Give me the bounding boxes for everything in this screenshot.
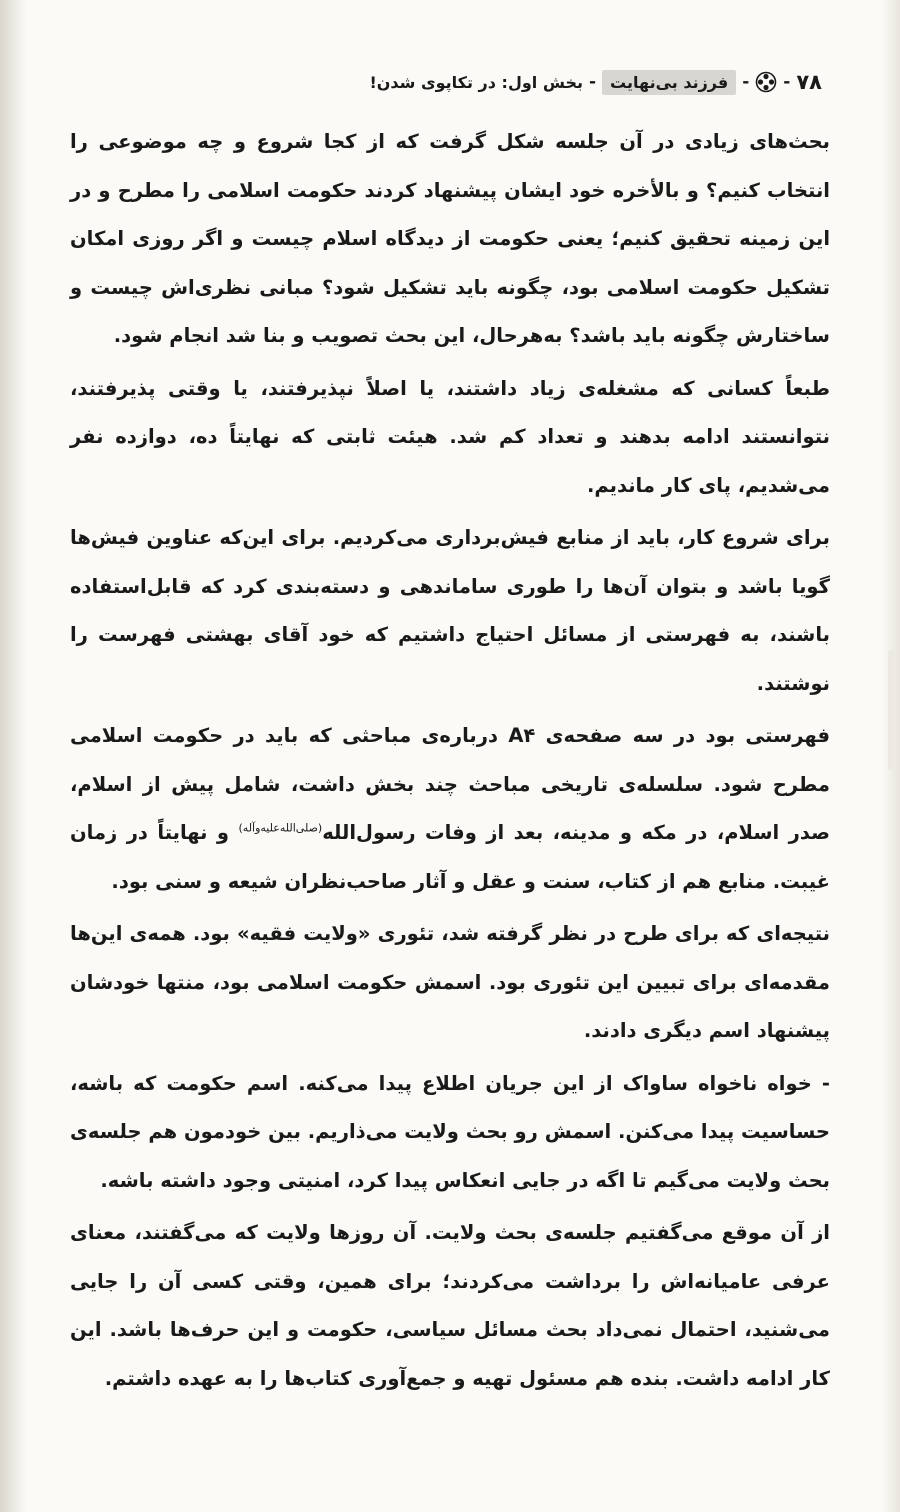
header-dash: - [588, 72, 597, 92]
page-number: ۷۸ [796, 70, 822, 94]
paragraph: برای شروع کار، باید از منابع فیش‌برداری می‌کردیم. برای این‌که عناوین فیش‌ها گویا باشد و بتوان آن‌ها را طوری ساماندهی و دسته‌بندی کرد که قابل‌استفاده باشند، به فهرستی از مسائل احتیاج داشتیم که خود آقای بهشتی فهرست را نوشتند. [70, 526, 830, 695]
header-dash: - [783, 72, 791, 92]
header-dash: - [742, 72, 750, 92]
book-title: فرزند بی‌نهایت [602, 70, 736, 95]
body-text [70, 118, 830, 1407]
paragraph-text: و نهایتاً در زمان غیبت. منابع هم از کتاب، سنت و عقل و آثار صاحب‌نظران شیعه و سنی بود. [70, 821, 830, 893]
section-title: بخش اول: در تکاپوی شدن! [369, 72, 583, 92]
paragraph-text: فهرستی بود در سه صفحه‌ی A۴ درباره‌ی مباحثی که باید در حکومت اسلامی مطرح شود. سلسله‌ی تاریخی مباحث چند بخش داشت، شامل پیش از اسلام، صدر اسلام، در مکه و مدینه، بعد از وفات رسول‌الله [70, 724, 831, 844]
honorific-note: (صلی‌الله‌علیه‌وآله) [238, 821, 323, 835]
paragraph: از آن موقع می‌گفتیم جلسه‌ی بحث ولایت. آن روزها ولایت که می‌گفتند، معنای عرفی عامیانه‌اش را برداشت می‌کردند؛ برای همین، وقتی کسی آن را جایی می‌شنید، احتمال نمی‌داد بحث مسائل سیاسی، حکومت و این حرف‌ها باشد. این کار ادامه داشت. بنده هم مسئول تهیه و جمع‌آوری کتاب‌ها را به عهده داشتم. [70, 1221, 830, 1390]
running-header [369, 64, 822, 100]
paragraph: بحث‌های زیادی در آن جلسه شکل گرفت که از کجا شروع و چه موضوعی را انتخاب کنیم؟ و بالأخره خود ایشان پیشنهاد کردند حکومت اسلامی را مطرح و در این زمینه تحقیق کنیم؛ یعنی حکومت از دیدگاه اسلام چیست و اگر روزی امکان تشکیل حکومت اسلامی بود، چگونه باید تشکیل شود؟ مبانی نظری‌اش چیست و ساختارش چگونه باید باشد؟ به‌هرحال، این بحث تصویب و بنا شد انجام شود. [70, 130, 830, 347]
paragraph [70, 712, 830, 906]
flower-ornament-icon [755, 71, 777, 93]
dialogue-paragraph: - خواه ناخواه ساواک از این جریان اطلاع پیدا می‌کنه. اسم حکومت که باشه، حساسیت پیدا می‌کنن. اسمش رو بحث ولایت می‌ذاریم. بین خودمون هم جلسه‌ی بحث ولایت می‌گیم تا اگه در جایی انعکاس پیدا کرد، امنیتی وجود داشته باشه. [70, 1071, 830, 1192]
gutter-shadow [0, 0, 26, 1512]
paragraph: طبعاً کسانی که مشغله‌ی زیاد داشتند، یا اصلاً نپذیرفتند، یا وقتی پذیرفتند، نتوانستند ادامه بدهند و تعداد کم شد. هیئت ثابتی که نهایتاً ده، دوازده نفر می‌شدیم، پای کار ماندیم. [70, 376, 830, 497]
page-side-mark [888, 650, 894, 770]
paragraph: نتیجه‌ای که برای طرح در نظر گرفته شد، تئوری «ولایت فقیه» بود. همه‌ی این‌ها مقدمه‌ای برای تبیین این تئوری بود. اسمش حکومت اسلامی بود، منتها خودشان پیشنهاد اسم دیگری دادند. [70, 922, 830, 1042]
